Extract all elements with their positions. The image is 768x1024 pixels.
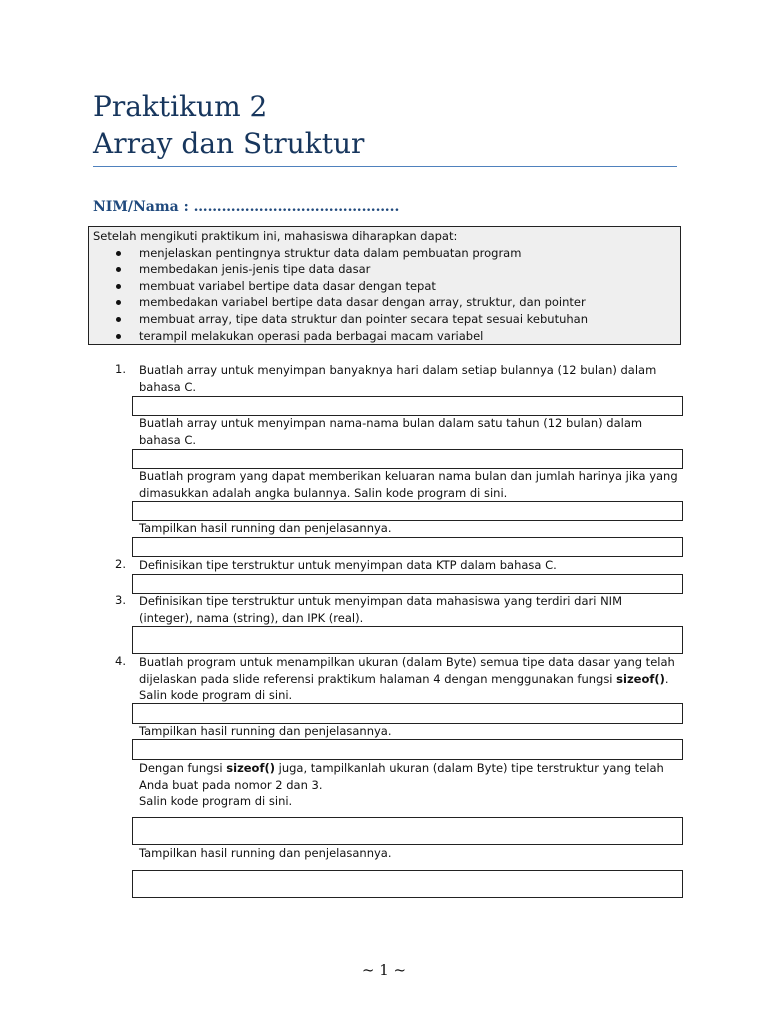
objective-item: membuat array, tipe data struktur dan pointer secara tepat sesuai kebutuhan (93, 311, 676, 328)
question-4a-line3: Salin kode program di sini. (139, 688, 293, 703)
sizeof-keyword: sizeof() (616, 671, 665, 686)
question-number-2: 2. (115, 557, 126, 571)
objectives-box (88, 226, 681, 345)
question-1c-line2: dimasukkan adalah angka bulannya. Salin kode program di sini. (139, 485, 508, 500)
sizeof-keyword: sizeof() (226, 761, 275, 775)
page-title-line1: Praktikum 2 (93, 90, 268, 123)
question-3-line1: Definisikan tipe terstruktur untuk menyimpan data mahasiswa yang terdiri dari NIM (139, 594, 622, 608)
objective-item: terampil melakukan operasi pada berbagai macam variabel (93, 328, 676, 345)
nim-nama-label: NIM/Nama : …………………………………….. (93, 199, 400, 215)
question-4a-line2-end: . (664, 671, 669, 686)
question-1a-line1: Buatlah array untuk menyimpan banyaknya hari dalam setiap bulannya (12 bulan) dalam (139, 363, 657, 377)
question-1b-line2: bahasa C. (139, 432, 197, 447)
objective-item: membedakan variabel bertipe data dasar dengan array, struktur, dan pointer (93, 294, 676, 311)
question-number-3: 3. (115, 593, 126, 607)
question-4d: Tampilkan hasil running dan penjelasannya. (139, 846, 392, 860)
question-4c-line1-end: juga, tampilkanlah ukuran (dalam Byte) tipe terstruktur yang telah (274, 761, 664, 775)
question-1a (139, 362, 679, 395)
answer-box-3[interactable] (132, 626, 683, 654)
question-3-line2: (integer), nama (string), dan IPK (real). (139, 610, 364, 625)
objective-item: membedakan jenis-jenis tipe data dasar (93, 261, 676, 278)
page-title-line2: Array dan Struktur (93, 127, 365, 160)
question-4a-line2 (139, 671, 679, 688)
question-1d: Tampilkan hasil running dan penjelasannya. (139, 521, 392, 535)
question-4a-line2-text: dijelaskan pada slide referensi praktikum halaman 4 dengan menggunakan fungsi (139, 671, 617, 686)
question-2: Definisikan tipe terstruktur untuk menyimpan data KTP dalam bahasa C. (139, 558, 557, 572)
answer-box-4d[interactable] (132, 870, 683, 898)
question-4c-line3: Salin kode program di sini. (139, 794, 293, 809)
objective-item: membuat variabel bertipe data dasar dengan tepat (93, 278, 676, 295)
answer-box-4b[interactable] (132, 739, 683, 760)
objectives-list (93, 245, 676, 345)
question-number-1: 1. (115, 362, 126, 376)
title-divider (93, 166, 677, 167)
objective-item: menjelaskan pentingnya struktur data dalam pembuatan program (93, 245, 676, 262)
question-4b: Tampilkan hasil running dan penjelasannya. (139, 724, 392, 738)
answer-box-2[interactable] (132, 574, 683, 594)
answer-box-1b[interactable] (132, 449, 683, 469)
page-number: ~ 1 ~ (361, 961, 407, 979)
answer-box-1c[interactable] (132, 501, 683, 521)
question-number-4: 4. (115, 654, 126, 668)
objectives-intro: Setelah mengikuti praktikum ini, mahasiswa diharapkan dapat: (93, 229, 458, 243)
question-3 (139, 593, 679, 626)
question-1a-line2: bahasa C. (139, 379, 197, 394)
question-4a-line1: Buatlah program untuk menampilkan ukuran (dalam Byte) semua tipe data dasar yang telah (139, 655, 675, 669)
question-1b (139, 415, 679, 448)
question-1b-line1: Buatlah array untuk menyimpan nama-nama bulan dalam satu tahun (12 bulan) dalam (139, 416, 643, 430)
answer-box-1d[interactable] (132, 537, 683, 557)
answer-box-1a[interactable] (132, 396, 683, 416)
question-4c-line1-text: Dengan fungsi (139, 761, 227, 775)
answer-box-4c[interactable] (132, 817, 683, 845)
question-4c-line2: Anda buat pada nomor 2 dan 3. (139, 777, 323, 792)
question-4c-line1 (139, 760, 679, 777)
question-1c-line1: Buatlah program yang dapat memberikan keluaran nama bulan dan jumlah harinya jika yang (139, 469, 678, 483)
question-4a (139, 654, 679, 704)
answer-box-4a[interactable] (132, 703, 683, 724)
question-1c (139, 468, 679, 501)
question-4c (139, 760, 679, 810)
